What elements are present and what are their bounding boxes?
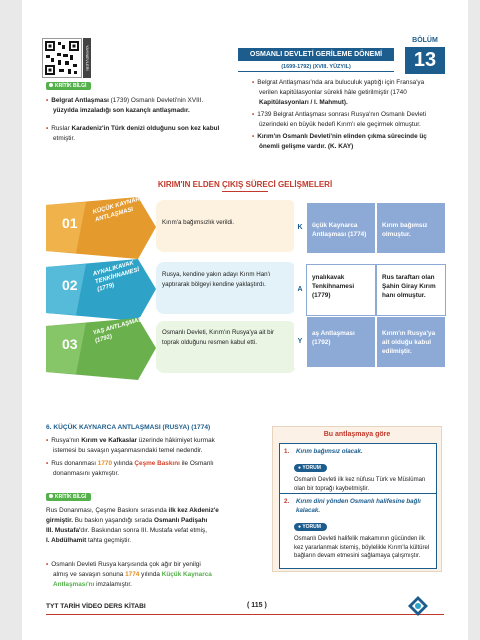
s6-text: Osmanlı Devleti Rusya karşısında çok ağır bir yenilgi (51, 561, 201, 568)
k-text: tahta geçmiştir. (86, 537, 132, 544)
right-bullet-1: • Belgrat Antlaşması'nda ara buluculuk yaptığı için Fransa'ya verilen kapitülasyonlar sürekli hâle getirilmiştir (1740 Kapitülasyonları / I. Mahmut). (252, 79, 425, 106)
card-desc: Osmanlı Devleti, Kırım'ın Rusya'ya ait bir toprak olduğunu resmen kabul etti. (162, 329, 275, 346)
footer-book-title: TYT TARİH VİDEO DERS KİTABI (46, 603, 146, 610)
box-item-body: Osmanlı Devleti ilk kez nüfusu Türk ve Müslüman olan bir toprağı kaybetmiştir. (294, 477, 426, 492)
table-cell-result: Rus taraftarı olan Şahin Giray Kırım hanı olmuştur. (376, 264, 446, 316)
right-line: Belgrat Antlaşması'nda ara buluculuk yaptığı için Fransa'ya (257, 79, 425, 86)
card-desc: Kırım'a bağımsızlık verildi. (162, 219, 235, 226)
k-text: Rus Donanması, Çeşme Baskını sırasında (46, 507, 169, 514)
bolum-number: 13 (405, 47, 445, 74)
right-line: 1739 Belgrat Antlaşması sonrası Rusya'nın Osmanlı Devleti (257, 111, 427, 118)
s6-text: Rusya'nın (51, 437, 82, 444)
right-line: üzerindeki en büyük hedefi Kırım'ı ele geçirmek olmuştur. (259, 121, 421, 128)
s6-text: üzerinde hâkimiyet kurmak (137, 437, 215, 444)
kritik-bilgi-label: KRİTİK BİLGİ (55, 494, 87, 500)
kritik-bullet-1: • Belgrat Antlaşması (1739) Osmanlı Devleti'nin XVIII. yüzyılda imzaladığı son kazançlı antlaşmadır. (46, 97, 204, 114)
unit-subtitle: (1699-1792) (XVIII. YÜZYIL) (238, 62, 394, 72)
card-number: 02 (62, 277, 78, 293)
kritik-paragraph (46, 506, 256, 546)
s6-bullet-3: • Osmanlı Devleti Rusya karşısında çok ağır bir yenilgi almış ve savaşın sonuna 1774 yılında Küçük Kaynarca Antlaşması'nı imzalamıştır. (46, 561, 212, 588)
yorum-label: YORUM (302, 465, 321, 471)
belgrat-year: (1739) Osmanlı Devleti'nin XVIII. (108, 97, 204, 104)
section-rule (222, 191, 268, 192)
table-cell-name: ynalıkavak Tenkihnamesi (1779) (306, 264, 376, 316)
card-2 (46, 259, 146, 317)
card-name: KÜÇÜK KAYNARCA ANTLAŞMASI (92, 194, 149, 224)
k-bold: III. Mustafa' (46, 527, 81, 534)
s6-text: Rus donanması (51, 460, 98, 467)
unit-title: OSMANLI DEVLETİ GERİLEME DÖNEMİ (238, 48, 394, 61)
box-item-heading: Kırım dini yönden Osmanlı halifesine bağlı kalacak. (296, 498, 421, 514)
kritik-bilgi-label: KRİTİK BİLGİ (55, 83, 87, 89)
section-6-title: 6. KÜÇÜK KAYNARCA ANTLAŞMASI (RUSYA) (1774) (46, 424, 211, 431)
box-item-heading: Kırım bağımsız olacak. (296, 448, 363, 455)
card-3 (46, 318, 146, 376)
k-bold: girmiştir. (46, 517, 73, 524)
s6-bold: Kırım ve Kafkaslar (81, 437, 138, 444)
box-item-number: 1. (284, 448, 290, 455)
card-number: 01 (62, 215, 78, 231)
s6-bullet-1: • Rusya'nın Kırım ve Kafkaslar üzerinde hâkimiyet kurmak istemesi bu savaşın yaşanmasındaki temel nedendir. (46, 437, 215, 454)
right-line: önemli gelişme vardır. (K. KAY) (259, 143, 354, 150)
belgrat-bold: Belgrat Antlaşması (51, 97, 109, 104)
qr-code-icon[interactable] (42, 38, 82, 78)
card-name: YAŞ ANTLAŞMASI (1792) (92, 316, 145, 345)
k-text: Bu baskın yaşandığı sırada (73, 517, 154, 524)
right-line: Kapitülasyonları / I. Mahmut). (259, 99, 348, 106)
table-cell-result: Kırım bağımsız olmuştur. (376, 202, 446, 254)
box-item-number: 2. (284, 498, 290, 505)
k-bold: Osmanlı Padişahı (154, 517, 208, 524)
table-cell-name: üçük Kaynarca Antlaşması (1774) (306, 202, 376, 254)
yorum-label: YORUM (302, 524, 321, 530)
card-number: 03 (62, 336, 78, 352)
yorum-badge: ● YORUM (294, 523, 327, 531)
dot-icon (49, 494, 53, 498)
footer-rule (46, 614, 444, 615)
right-line: verilen kapitülasyonlar sürekli hâle getirilmiştir (1740 (259, 89, 407, 96)
dot-icon (49, 83, 53, 87)
box-title: Bu antlaşmaya göre (323, 431, 391, 438)
page (22, 0, 468, 640)
s6-text: donanmasını yakmıştır. (53, 470, 120, 477)
right-line: Kırım'ın Osmanlı Devleti'nin elinden çıkma sürecinde üç (257, 133, 427, 140)
box-item-head (280, 494, 436, 515)
s6-text: yılında (139, 571, 162, 578)
table-key: K (294, 202, 306, 254)
kritik-bilgi-badge (46, 82, 91, 90)
s6-text: yılında (112, 460, 135, 467)
s6-kaynarca: Küçük Kaynarca (161, 571, 212, 578)
table-cell-name: aş Antlaşması (1792) (306, 316, 376, 368)
kritik-bilgi-badge (46, 493, 91, 501)
belgrat-desc: yüzyılda imzaladığı son kazançlı antlaşmadır. (53, 107, 190, 114)
publisher-logo-icon (408, 596, 428, 616)
s6-year: 1774 (125, 571, 140, 578)
s6-text: istemesi bu savaşın yaşanmasındaki temel nedendir. (53, 447, 203, 454)
karadeniz-bold: Karadeniz'in Türk denizi olduğunu son kez kabul (71, 125, 220, 132)
box-item-body: Osmanlı Devleti halifelik makamının gücünden ilk kez yararlanmak istemiş, böylelikle Kırım'la kültürel bağların devam etmesini sağlamaya çalışmıştır. (294, 536, 430, 560)
antlasma-box (272, 426, 442, 572)
s6-cesme: Çeşme Baskını (134, 460, 180, 467)
bolum-label: BÖLÜM (412, 37, 438, 44)
qr-side-label: YAYINEVLERİ (83, 38, 91, 78)
s6-kaynarca: Antlaşması'nı (53, 581, 95, 588)
card-desc: Rusya, kendine yakın adayı Kırım Han'ı yaptırarak bölgeyi kendine yaklaştırdı. (162, 271, 271, 288)
s6-year: 1770 (97, 460, 113, 467)
section-title: KIRIM'IN ELDEN ÇIKIŞ SÜRECİ GELİŞMELERİ (157, 180, 333, 189)
box-item-1 (279, 443, 437, 499)
box-item-2 (279, 493, 437, 569)
card-1 (46, 194, 149, 255)
right-bullet-3: • Kırım'ın Osmanlı Devleti'nin elinden çıkma sürecinde üç önemli gelişme vardır. (K. KAY) (252, 133, 427, 150)
ruslar-text: Ruslar (51, 125, 72, 132)
k-bold: ilk kez Akdeniz'e (168, 507, 219, 514)
table-key: Y (294, 316, 306, 368)
page-number: ( 115 ) (247, 602, 267, 609)
card-name: AYNALIKAVAK TENKİHNAMESİ (1779) (92, 260, 141, 294)
right-bullet-2: • 1739 Belgrat Antlaşması sonrası Rusya'nın Osmanlı Devleti üzerindeki en büyük hedefi Kırım'ı ele geçirmek olmuştur. (252, 111, 427, 128)
s6-bullet-2: • Rus donanması 1770 yılında Çeşme Baskını ile Osmanlı donanmasını yakmıştır. (46, 460, 214, 477)
s6-text: almış ve savaşın sonuna (53, 571, 126, 578)
yorum-badge: ● YORUM (294, 464, 327, 472)
k-text: dır. Baskından sonra III. Mustafa vefat etmiş, (80, 527, 207, 534)
s6-text: imzalamıştır. (94, 581, 132, 588)
kritik-bullet-2: • Ruslar Karadeniz'in Türk denizi olduğunu son kez kabul etmiştir. (46, 125, 220, 142)
box-item-head (280, 444, 436, 456)
s6-text: ile Osmanlı (179, 460, 214, 467)
table-cell-result: Kırım'ın Rusya'ya ait olduğu kabul edilmiştir. (376, 316, 446, 368)
k-bold: I. Abdülhamit (46, 537, 87, 544)
ruslar-end: etmiştir. (53, 135, 76, 142)
table-key: A (294, 264, 306, 316)
